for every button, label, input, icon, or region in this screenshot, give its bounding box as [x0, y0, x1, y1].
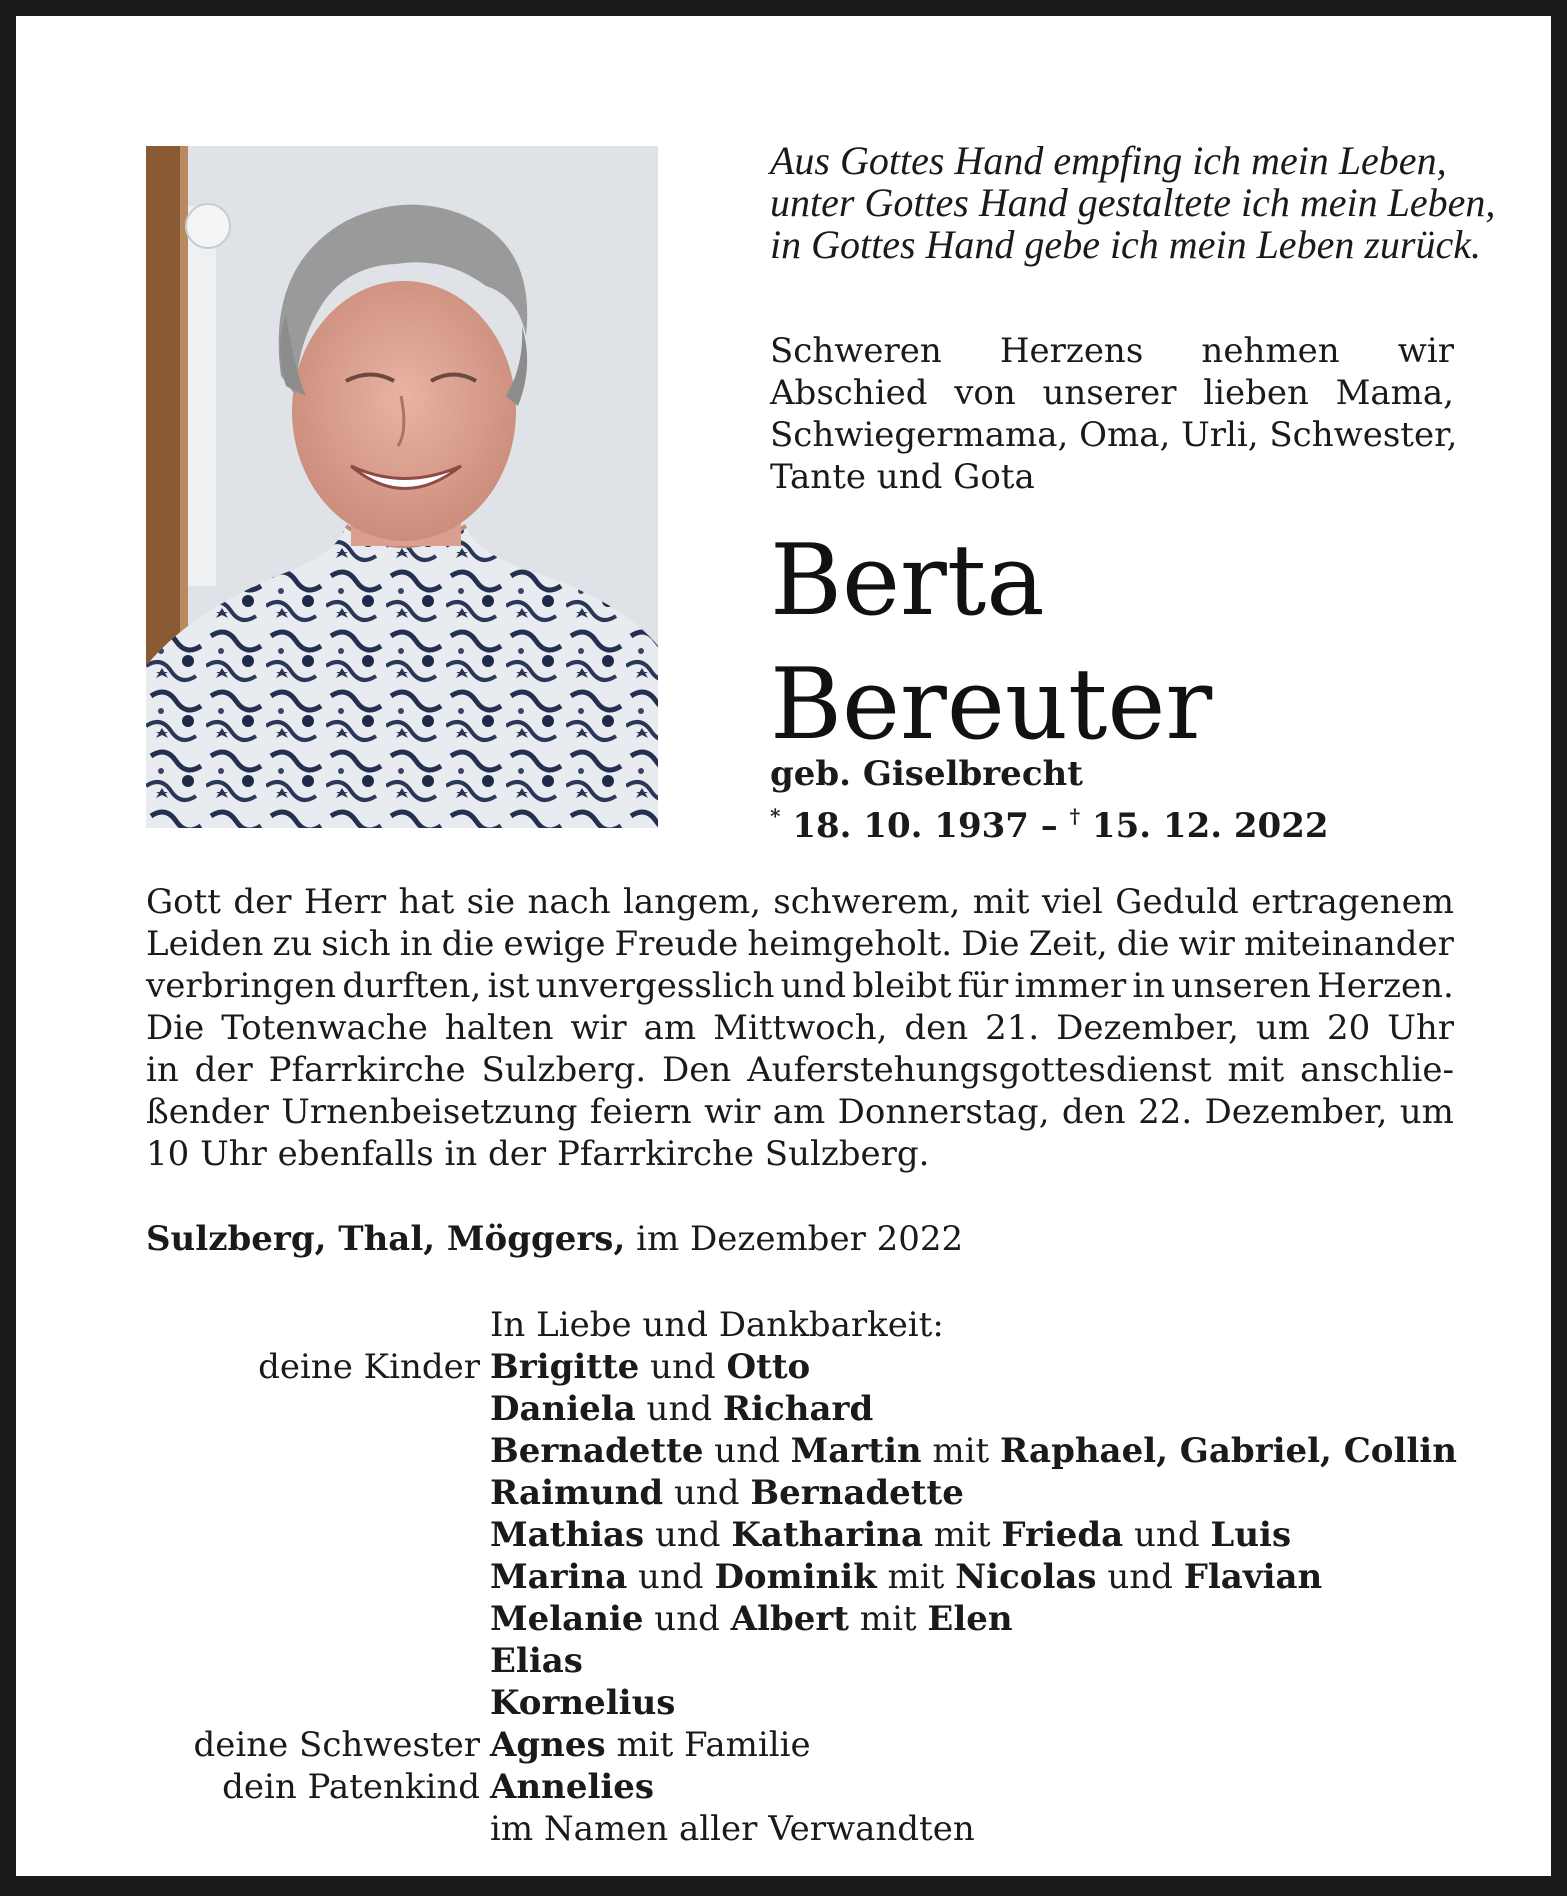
body-word: Dezember,	[1056, 1008, 1239, 1048]
relation-label	[146, 1514, 490, 1556]
body-word: viel	[1041, 882, 1103, 922]
birth-date: 18. 10. 1937	[792, 806, 1029, 846]
body-word: Dezember,	[1204, 1092, 1388, 1132]
mourner-name: Melanie	[490, 1599, 644, 1639]
relation-label	[146, 1682, 490, 1724]
connector-text: und	[1096, 1557, 1184, 1597]
body-word: der	[194, 1050, 253, 1090]
connector-text: und	[635, 1389, 723, 1429]
body-word: bleibt	[852, 966, 952, 1006]
mourner-row	[146, 1640, 1466, 1682]
life-dates	[770, 796, 1329, 846]
body-word: um	[1255, 1008, 1311, 1048]
body-word: am	[772, 1092, 826, 1132]
relation-label: deine Kinder	[258, 1347, 480, 1387]
body-word: Freude	[614, 924, 739, 964]
body-word: Pfarrkirche	[268, 1050, 466, 1090]
intro-line-4: Tante und Gota	[770, 457, 1035, 497]
mourner-name: Otto	[726, 1347, 811, 1387]
intro-word: Schweren	[770, 331, 942, 371]
deceased-first-name: Berta	[770, 524, 1045, 638]
body-word: ßender	[146, 1092, 269, 1132]
intro-word: von	[954, 373, 1016, 413]
notice-date: im Dezember 2022	[636, 1219, 964, 1259]
body-word: verbringen	[146, 966, 337, 1006]
mourner-row	[146, 1598, 1466, 1640]
mourner-name: Raimund	[490, 1473, 664, 1513]
quote-line: unter Gottes Hand gestaltete ich mein Leben,	[770, 180, 1496, 225]
relation-label	[146, 1472, 490, 1514]
body-line	[146, 923, 1454, 965]
mourner-name: Luis	[1210, 1515, 1292, 1555]
body-word: ewige	[503, 924, 606, 964]
mourner-name: Flavian	[1183, 1557, 1323, 1597]
mourner-names	[490, 1430, 1457, 1472]
body-word: wir	[1178, 924, 1235, 964]
body-line	[146, 1007, 1454, 1049]
body-word: sie	[466, 882, 516, 922]
intro-word: wir	[1397, 331, 1454, 371]
body-line	[146, 1049, 1454, 1091]
body-word: wir	[570, 1008, 627, 1048]
body-word: miteinander	[1243, 924, 1454, 964]
body-word: 10 Uhr ebenfalls in der Pfarrkirche Sulzberg.	[146, 1134, 930, 1174]
mourner-name: Frieda	[1001, 1515, 1124, 1555]
body-word: 21.	[985, 1008, 1040, 1048]
connector-text: und	[663, 1473, 751, 1513]
connector-text: mit	[921, 1431, 1000, 1471]
intro-word: lieben	[1203, 373, 1309, 413]
death-symbol: †	[1069, 804, 1081, 828]
body-word: 22.	[1138, 1092, 1193, 1132]
body-word: durften,	[342, 966, 482, 1006]
body-line	[146, 965, 1454, 1007]
body-word: die	[441, 924, 495, 964]
mourner-row	[146, 1724, 1466, 1766]
mourner-name: Raphael, Gabriel, Collin	[1000, 1431, 1457, 1471]
mourner-name: Marina	[490, 1557, 628, 1597]
relation-label	[146, 1640, 490, 1682]
body-word: mit	[972, 882, 1030, 922]
relation-label: dein Patenkind	[222, 1767, 480, 1807]
body-line	[146, 1091, 1454, 1133]
mourner-name: Daniela	[490, 1389, 636, 1429]
intro-word: Mama,	[1335, 373, 1454, 413]
body-line	[146, 881, 1454, 923]
relation-label	[146, 1430, 490, 1472]
mourner-name: Bernadette	[750, 1473, 964, 1513]
mourner-name: Brigitte	[490, 1347, 640, 1387]
body-word: Herr	[303, 882, 387, 922]
mourner-row	[146, 1346, 1466, 1388]
quote-line: Aus Gottes Hand empfing ich mein Leben,	[770, 138, 1447, 183]
mourner-name: Dominik	[714, 1557, 877, 1597]
intro-line-3: Schwiegermama, Oma, Urli, Schwester,	[770, 415, 1458, 455]
body-word: Sulzberg.	[481, 1050, 647, 1090]
connector-text: und	[644, 1515, 732, 1555]
connector-text: mit	[923, 1515, 1002, 1555]
body-word: Urnenbeisetzung	[281, 1092, 578, 1132]
body-word: Auferstehungsgottesdienst	[747, 1050, 1212, 1090]
mourner-row	[146, 1682, 1466, 1724]
body-word: Die	[146, 1008, 205, 1048]
bible-quote	[770, 140, 1510, 266]
relation-label	[146, 1388, 490, 1430]
mourner-names	[490, 1388, 873, 1430]
mourner-row	[146, 1388, 1466, 1430]
deceased-last-name: Bereuter	[770, 648, 1213, 762]
body-word: Gott	[146, 882, 221, 922]
body-word: sich	[321, 924, 391, 964]
body-word: 20	[1326, 1008, 1371, 1048]
body-word: hat	[398, 882, 455, 922]
places: Sulzberg, Thal, Möggers,	[146, 1219, 626, 1259]
mourner-name: Mathias	[490, 1515, 645, 1555]
mourner-row	[146, 1514, 1466, 1556]
body-word: anschlie-	[1300, 1050, 1454, 1090]
connector-text: mit	[876, 1557, 956, 1597]
connector-text: und	[1123, 1515, 1211, 1555]
relation-label	[146, 1556, 490, 1598]
intro-line-2	[770, 372, 1454, 414]
connector-text: mit	[849, 1599, 928, 1639]
body-line	[146, 1133, 1454, 1175]
body-word: Uhr	[1387, 1008, 1454, 1048]
mourner-names	[490, 1808, 975, 1850]
connector-text: mit Familie	[605, 1725, 811, 1765]
body-word: Die	[961, 924, 1020, 964]
mourners-list	[146, 1346, 1466, 1850]
body-word: Leiden	[146, 924, 264, 964]
body-word: in	[1132, 966, 1166, 1006]
body-word: heimgeholt.	[747, 924, 953, 964]
mourner-names	[490, 1640, 583, 1682]
body-word: der	[233, 882, 292, 922]
mourner-name: Richard	[722, 1389, 874, 1429]
intro-word: unserer	[1042, 373, 1177, 413]
intro-word: nehmen	[1201, 331, 1340, 371]
mourner-name: Elias	[490, 1641, 583, 1681]
body-word: die	[1116, 924, 1170, 964]
mourner-names	[490, 1514, 1291, 1556]
mourner-name: Martin	[790, 1431, 922, 1471]
birth-symbol: *	[770, 804, 781, 828]
connector-text: und	[639, 1347, 727, 1387]
mourner-names	[490, 1472, 964, 1514]
body-word: zu	[272, 924, 313, 964]
body-word: schwerem,	[773, 882, 961, 922]
connector-text: und	[703, 1431, 791, 1471]
intro-text	[770, 330, 1458, 498]
portrait-photo	[146, 146, 658, 828]
mourner-row	[146, 1472, 1466, 1514]
body-word: Den	[662, 1050, 732, 1090]
obituary-body	[146, 881, 1454, 1175]
mourner-name: Albert	[730, 1599, 849, 1639]
body-word: für	[957, 966, 1009, 1006]
body-word: nach	[527, 882, 611, 922]
body-word: unseren	[1171, 966, 1311, 1006]
connector-text: und	[627, 1557, 715, 1597]
mourner-names	[490, 1556, 1322, 1598]
mourner-name: Katharina	[731, 1515, 923, 1555]
body-word: in	[146, 1050, 179, 1090]
deceased-birth-name: geb. Giselbrecht	[770, 754, 1083, 794]
body-word: immer	[1014, 966, 1127, 1006]
body-word: Mittwoch,	[713, 1008, 888, 1048]
relation-label: deine Schwester	[193, 1725, 480, 1765]
relation-label	[146, 1598, 490, 1640]
connector-text: und	[643, 1599, 731, 1639]
relation-label	[146, 1808, 490, 1850]
body-word: halten	[444, 1008, 554, 1048]
mourner-row	[146, 1766, 1466, 1808]
mourner-names	[490, 1724, 811, 1766]
body-word: um	[1399, 1092, 1454, 1132]
body-word: feiern	[589, 1092, 692, 1132]
body-word: den	[1061, 1092, 1126, 1132]
signoff: In Liebe und Dankbarkeit:	[490, 1305, 944, 1345]
body-word: den	[904, 1008, 969, 1048]
body-word: in	[399, 924, 433, 964]
mourner-names	[490, 1682, 675, 1724]
intro-line-1	[770, 330, 1454, 372]
mourner-name: Nicolas	[955, 1557, 1097, 1597]
mourner-name: Annelies	[490, 1767, 655, 1807]
intro-word: Abschied	[770, 373, 928, 413]
place-and-date	[146, 1218, 963, 1260]
body-word: ist	[487, 966, 530, 1006]
body-word: langem,	[622, 882, 761, 922]
body-word: mit	[1227, 1050, 1285, 1090]
mourner-row	[146, 1430, 1466, 1472]
intro-word: Herzens	[999, 331, 1144, 371]
mourner-names	[490, 1346, 810, 1388]
body-word: ertragenem	[1251, 882, 1454, 922]
mourner-row	[146, 1808, 1466, 1850]
death-date: 15. 12. 2022	[1091, 806, 1329, 846]
body-word: wir	[704, 1092, 761, 1132]
mourner-names	[490, 1766, 654, 1808]
mourner-name: Elen	[927, 1599, 1013, 1639]
body-word: unvergesslich	[535, 966, 775, 1006]
mourner-names	[490, 1598, 1013, 1640]
body-word: Geduld	[1115, 882, 1239, 922]
body-word: am	[643, 1008, 697, 1048]
mourner-row	[146, 1556, 1466, 1598]
connector-text: im Namen aller Verwandten	[490, 1809, 975, 1849]
date-separator: –	[1040, 806, 1058, 846]
body-word: und	[780, 966, 847, 1006]
mourner-name: Kornelius	[490, 1683, 676, 1723]
body-word: Donnerstag,	[837, 1092, 1050, 1132]
body-word: Totenwache	[221, 1008, 428, 1048]
body-word: Herzen.	[1317, 966, 1454, 1006]
quote-line: in Gottes Hand gebe ich mein Leben zurück.	[770, 222, 1481, 267]
mourner-name: Agnes	[490, 1725, 606, 1765]
body-word: Zeit,	[1028, 924, 1108, 964]
mourner-name: Bernadette	[490, 1431, 704, 1471]
